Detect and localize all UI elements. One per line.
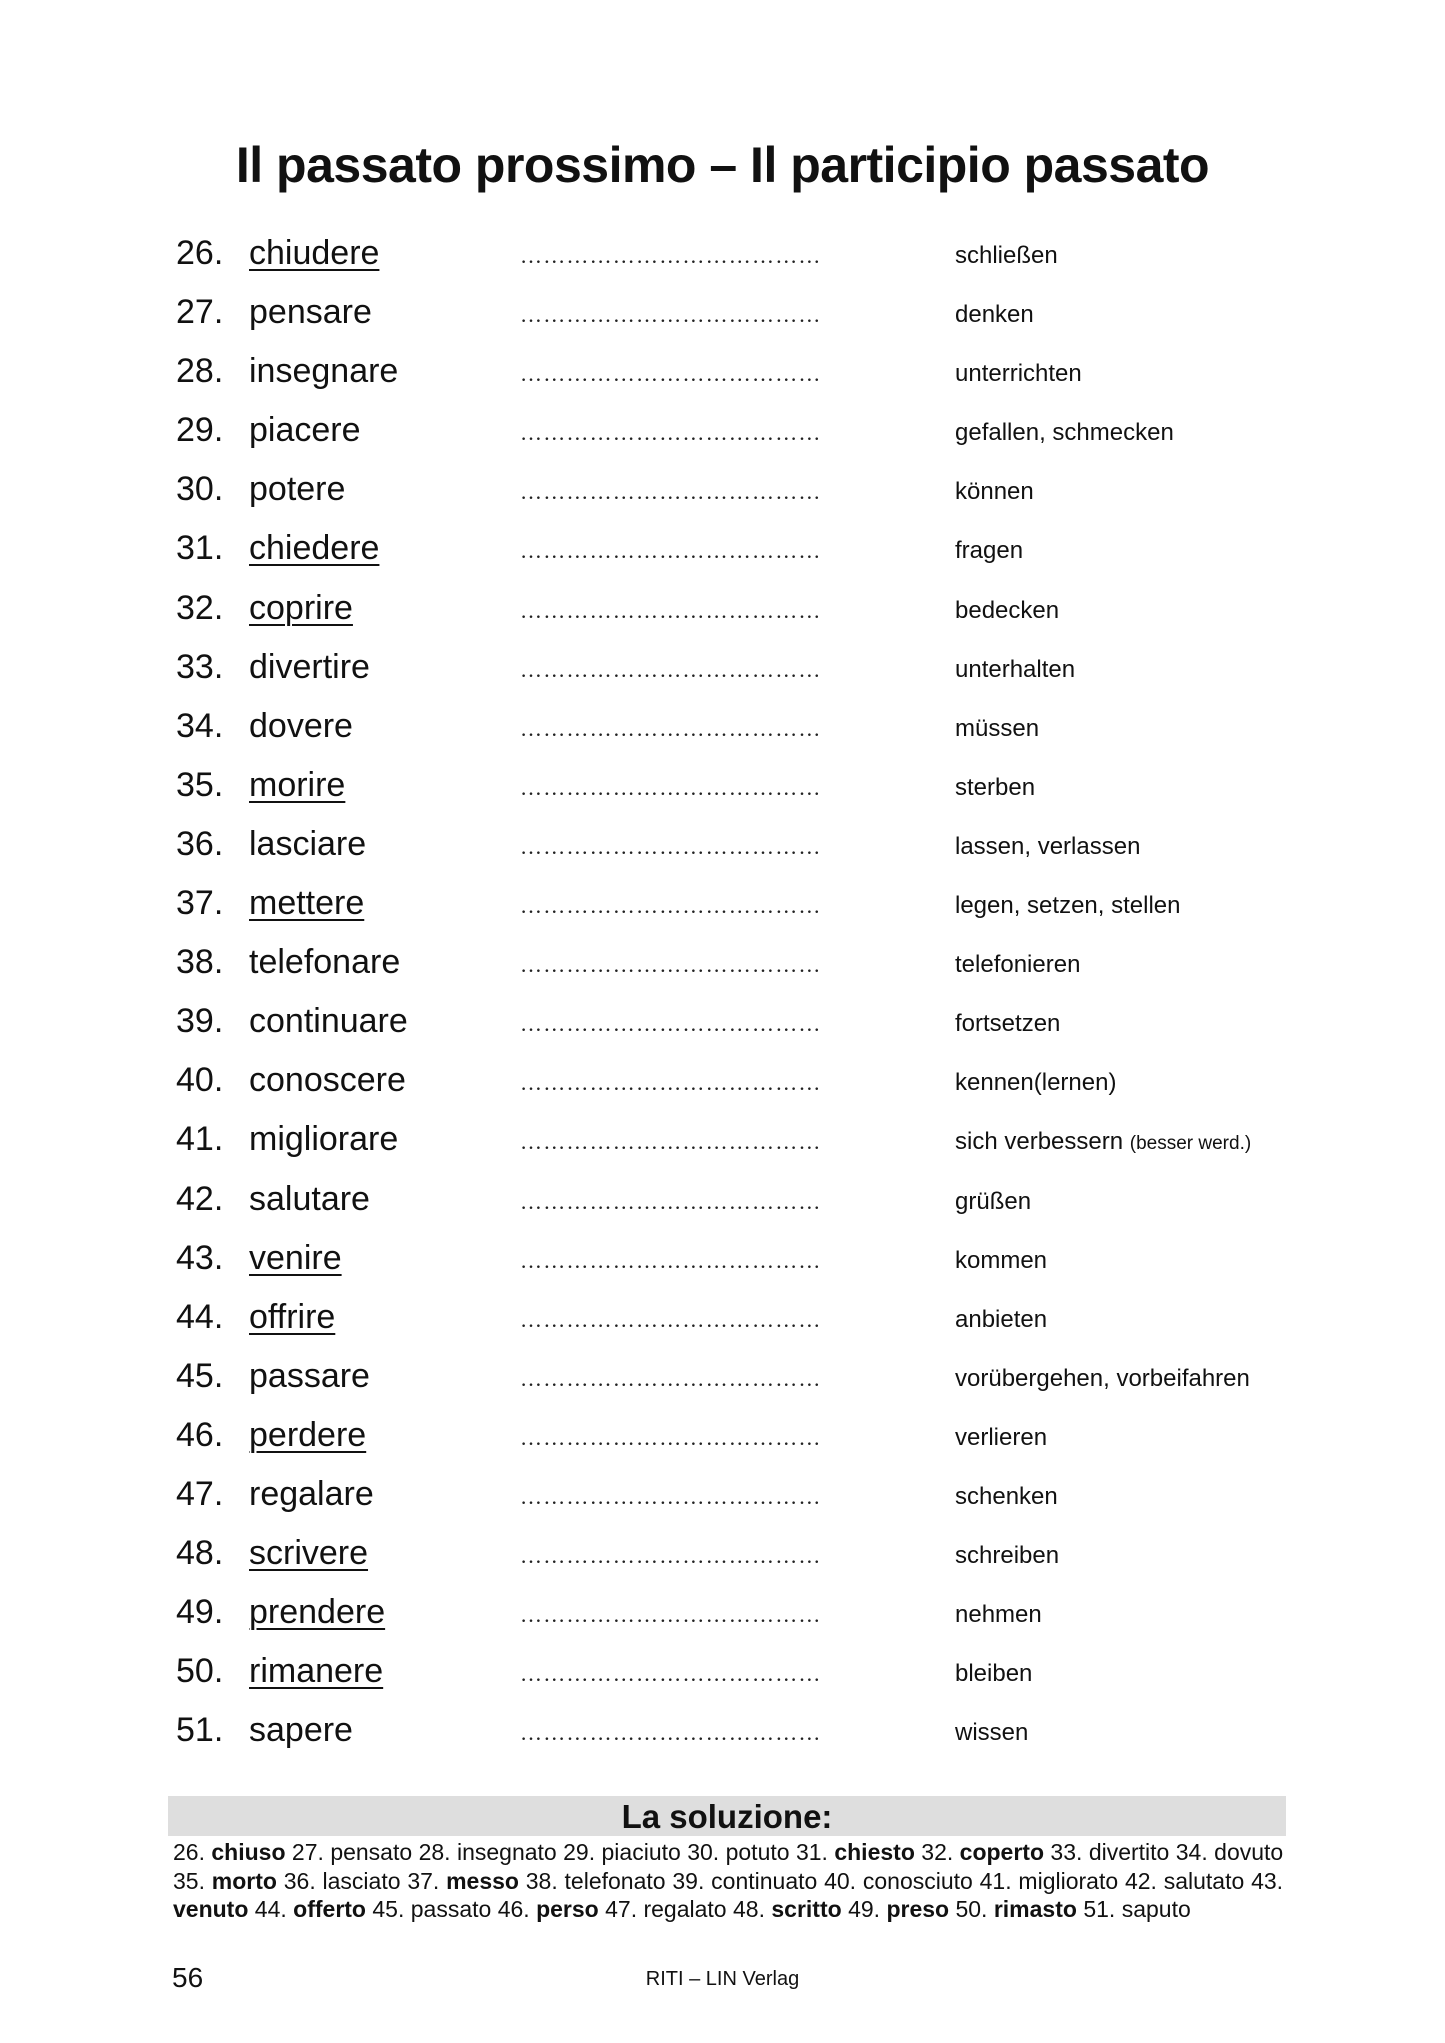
solution-word: scritto — [771, 1896, 842, 1922]
solution-number: 31. — [795, 1839, 828, 1865]
solution-entry — [292, 1839, 412, 1865]
item-translation — [955, 405, 1174, 461]
solution-word: dovuto — [1214, 1839, 1284, 1865]
answer-blank: ………………………………… — [520, 1365, 822, 1391]
solution-word: chiuso — [211, 1839, 286, 1865]
solution-word: salutato — [1163, 1867, 1245, 1894]
item-translation — [955, 1646, 1032, 1702]
solution-entry — [407, 1868, 519, 1894]
item-number: 47. — [176, 1474, 224, 1513]
item-number: 39. — [176, 1002, 224, 1041]
list-item — [0, 1646, 1445, 1705]
list-item — [0, 1705, 1445, 1764]
item-translation — [955, 1233, 1047, 1289]
item-translation — [955, 1351, 1250, 1407]
solution-entry — [605, 1896, 727, 1922]
solution-number: 29. — [563, 1839, 596, 1865]
answer-blank: ………………………………… — [520, 538, 822, 564]
translation-text: bleiben — [955, 1660, 1033, 1688]
solution-entry — [419, 1839, 557, 1865]
solution-word: potuto — [725, 1839, 790, 1865]
list-item — [0, 1114, 1445, 1173]
solution-word: preso — [886, 1896, 950, 1922]
answer-blank: ………………………………… — [520, 1602, 822, 1628]
solution-word: continuato — [711, 1867, 818, 1894]
item-number: 26. — [176, 234, 224, 272]
item-translation — [955, 1055, 1116, 1111]
item-verb: continuare — [249, 1002, 408, 1041]
list-item — [0, 819, 1445, 878]
list-item — [0, 1469, 1445, 1528]
item-translation — [955, 937, 1080, 993]
translation-text: lassen, verlassen — [955, 832, 1141, 860]
item-number: 51. — [176, 1711, 224, 1750]
solution-word: saputo — [1121, 1896, 1191, 1922]
translation-text: unterhalten — [955, 655, 1076, 683]
item-number: 48. — [176, 1534, 224, 1573]
list-item — [0, 1528, 1445, 1587]
solution-number: 32. — [921, 1839, 954, 1865]
answer-blank: ………………………………… — [520, 1070, 822, 1096]
translation-text: schenken — [955, 1482, 1058, 1510]
item-translation — [955, 1410, 1047, 1466]
item-verb: perdere — [249, 1415, 367, 1454]
translation-text: fortsetzen — [955, 1010, 1061, 1038]
item-number: 31. — [176, 529, 224, 568]
solution-entry — [687, 1839, 789, 1865]
item-verb: morire — [249, 765, 346, 804]
solution-number: 27. — [291, 1839, 324, 1865]
solution-number: 45. — [372, 1896, 405, 1922]
item-verb: pensare — [249, 293, 372, 332]
solution-number: 46. — [497, 1896, 530, 1922]
solution-number: 48. — [733, 1896, 765, 1922]
solution-word: migliorato — [1018, 1867, 1119, 1894]
answer-blank: ………………………………… — [520, 774, 822, 800]
solution-entry — [173, 1868, 277, 1894]
answer-blank: ………………………………… — [520, 361, 822, 387]
item-verb: lasciare — [249, 824, 367, 863]
item-number: 29. — [176, 411, 224, 450]
translation-text: schließen — [955, 242, 1058, 269]
solution-entry — [980, 1868, 1119, 1894]
list-item — [0, 287, 1445, 346]
item-translation — [955, 701, 1039, 757]
answer-blank: ………………………………… — [520, 833, 822, 859]
solution-text — [173, 1838, 1283, 1924]
item-number: 49. — [176, 1593, 224, 1632]
solution-word: piaciuto — [601, 1839, 681, 1865]
solution-number: 50. — [955, 1896, 988, 1922]
answer-blank: ………………………………… — [520, 1661, 822, 1687]
list-item — [0, 878, 1445, 937]
solution-word: passato — [410, 1896, 492, 1922]
item-verb: coprire — [249, 588, 353, 627]
item-number: 27. — [176, 293, 224, 332]
solution-word: perso — [536, 1896, 599, 1922]
solution-number: 47. — [605, 1896, 638, 1922]
item-verb: rimanere — [249, 1652, 384, 1691]
solution-entry — [498, 1896, 599, 1922]
translation-text: anbieten — [955, 1305, 1048, 1333]
item-number: 50. — [176, 1652, 224, 1691]
item-verb: telefonare — [249, 943, 401, 982]
solution-word: morto — [211, 1867, 277, 1894]
item-translation — [955, 228, 1058, 284]
solution-word: insegnato — [456, 1839, 557, 1865]
list-item — [0, 583, 1445, 642]
list-item — [0, 1410, 1445, 1469]
list-item — [0, 346, 1445, 405]
solution-number: 33. — [1050, 1839, 1083, 1865]
solution-number: 42. — [1124, 1867, 1157, 1894]
page-number: 56 — [172, 1962, 204, 1993]
item-number: 37. — [176, 884, 224, 923]
solution-word: chiesto — [834, 1839, 915, 1865]
item-translation — [955, 1587, 1042, 1643]
answer-blank: ………………………………… — [520, 1129, 822, 1155]
solution-entry — [526, 1868, 666, 1894]
footer-publisher: RITI – LIN Verlag — [645, 1968, 800, 1990]
solution-number: 35. — [173, 1867, 205, 1894]
item-verb: dovere — [249, 706, 353, 745]
solution-number: 43. — [1251, 1867, 1284, 1894]
solution-word: rimasto — [993, 1896, 1077, 1922]
solution-number: 30. — [687, 1839, 720, 1865]
solution-entry — [173, 1839, 286, 1865]
item-number: 33. — [176, 647, 224, 686]
translation-text: vorübergehen, vorbeifahren — [955, 1364, 1250, 1392]
translation-text: wissen — [955, 1719, 1029, 1747]
list-item — [0, 1174, 1445, 1233]
solution-word: telefonato — [564, 1867, 666, 1894]
solution-entry — [563, 1839, 681, 1865]
item-number: 43. — [176, 1238, 224, 1277]
item-verb: prendere — [249, 1593, 386, 1632]
translation-text: denken — [955, 301, 1034, 329]
solution-entry — [848, 1896, 949, 1922]
solution-entry — [284, 1868, 401, 1894]
answer-blank: ………………………………… — [520, 1483, 822, 1509]
solution-number: 37. — [407, 1867, 440, 1894]
answer-blank: ………………………………… — [520, 420, 822, 446]
answer-blank: ………………………………… — [520, 1188, 822, 1214]
solution-entry — [955, 1896, 1076, 1922]
solution-word: divertito — [1088, 1839, 1170, 1865]
item-translation — [955, 464, 1034, 520]
answer-blank: ………………………………… — [520, 893, 822, 919]
solution-entry — [1050, 1839, 1169, 1865]
item-verb: potere — [249, 470, 346, 509]
item-translation — [955, 819, 1140, 875]
solution-word: lasciato — [322, 1867, 401, 1894]
item-number: 40. — [176, 1061, 224, 1100]
translation-text: nehmen — [955, 1601, 1042, 1629]
item-translation — [955, 760, 1035, 816]
list-item — [0, 1351, 1445, 1410]
item-verb: sapere — [249, 1711, 353, 1750]
solution-number: 39. — [672, 1867, 705, 1894]
item-number: 35. — [176, 765, 224, 804]
solution-word: coperto — [959, 1839, 1045, 1865]
item-number: 30. — [176, 470, 224, 509]
item-translation — [955, 1528, 1059, 1584]
translation-text: legen, setzen, stellen — [955, 892, 1181, 920]
item-translation — [955, 346, 1082, 402]
answer-blank: ………………………………… — [520, 597, 822, 623]
answer-blank: ………………………………… — [520, 1247, 822, 1273]
item-number: 46. — [176, 1415, 224, 1454]
item-number: 36. — [176, 824, 224, 863]
solution-number: 44. — [254, 1896, 287, 1922]
translation-text: müssen — [955, 714, 1040, 742]
translation-text: kommen — [955, 1246, 1048, 1274]
list-item — [0, 1587, 1445, 1646]
solution-number: 49. — [848, 1896, 881, 1922]
translation-text: telefonieren — [955, 951, 1081, 979]
solution-number: 40. — [824, 1867, 857, 1894]
answer-blank: ………………………………… — [520, 1011, 822, 1037]
list-item — [0, 228, 1445, 287]
item-number: 28. — [176, 352, 224, 391]
item-translation — [955, 287, 1034, 343]
list-item — [0, 405, 1445, 464]
item-translation — [955, 1705, 1028, 1761]
item-verb: salutare — [249, 1179, 370, 1218]
item-verb: piacere — [249, 411, 361, 450]
answer-blank: ………………………………… — [520, 1424, 822, 1450]
list-item — [0, 464, 1445, 523]
item-number: 38. — [176, 943, 224, 982]
solution-entry — [372, 1896, 491, 1922]
item-number: 34. — [176, 706, 224, 745]
solution-title: La soluzione: — [621, 1798, 833, 1835]
translation-text: grüßen — [955, 1187, 1032, 1215]
solution-entry — [672, 1868, 817, 1894]
answer-blank: ………………………………… — [520, 656, 822, 682]
item-number: 44. — [176, 1297, 224, 1336]
item-translation — [955, 1292, 1047, 1348]
list-item — [0, 1233, 1445, 1292]
item-translation — [955, 1114, 1251, 1172]
translation-text: unterrichten — [955, 360, 1082, 388]
item-translation — [955, 996, 1060, 1052]
item-verb: scrivere — [249, 1534, 369, 1573]
exercise-list — [0, 228, 1445, 1764]
translation-text: schreiben — [955, 1542, 1060, 1570]
translation-text: verlieren — [955, 1423, 1048, 1451]
translation-text: sich verbessern — [955, 1128, 1124, 1156]
item-translation — [955, 1469, 1058, 1525]
solution-entry — [824, 1868, 973, 1894]
item-verb: insegnare — [249, 352, 399, 391]
solution-entry — [255, 1896, 366, 1922]
translation-text: gefallen, schmecken — [955, 419, 1174, 447]
translation-text: können — [955, 478, 1034, 506]
item-verb: passare — [249, 1356, 370, 1395]
translation-text: kennen(lernen) — [955, 1069, 1117, 1097]
solution-entry — [733, 1896, 842, 1922]
translation-text: fragen — [955, 537, 1024, 565]
solution-word: messo — [446, 1867, 519, 1894]
solution-word: venuto — [173, 1896, 249, 1922]
list-item — [0, 1292, 1445, 1351]
solution-entry — [1176, 1839, 1283, 1865]
solution-word: conosciuto — [862, 1867, 973, 1894]
item-verb: regalare — [249, 1474, 374, 1513]
translation-text: sterben — [955, 773, 1036, 801]
solution-entry — [796, 1839, 915, 1865]
item-verb: chiedere — [249, 529, 380, 568]
item-translation — [955, 1174, 1031, 1230]
answer-blank: ………………………………… — [520, 479, 822, 505]
answer-blank: ………………………………… — [520, 243, 822, 268]
list-item — [0, 760, 1445, 819]
item-verb: divertire — [249, 647, 370, 686]
list-item — [0, 642, 1445, 701]
answer-blank: ………………………………… — [520, 715, 822, 741]
list-item — [0, 996, 1445, 1055]
solution-word: regalato — [643, 1896, 727, 1922]
answer-blank: ………………………………… — [520, 952, 822, 978]
item-verb: migliorare — [249, 1120, 399, 1159]
item-number: 32. — [176, 588, 224, 627]
item-verb: offrire — [249, 1297, 336, 1336]
translation-note: (besser werd.) — [1129, 1133, 1252, 1155]
translation-text: bedecken — [955, 596, 1060, 624]
solution-word: offerto — [293, 1896, 366, 1922]
item-translation — [955, 878, 1180, 934]
solution-number: 51. — [1083, 1896, 1116, 1922]
list-item — [0, 701, 1445, 760]
item-verb: chiudere — [249, 234, 380, 272]
solution-number: 34. — [1175, 1839, 1208, 1865]
answer-blank: ………………………………… — [520, 1306, 822, 1332]
item-verb: venire — [249, 1238, 342, 1277]
answer-blank: ………………………………… — [520, 1720, 822, 1746]
list-item — [0, 1055, 1445, 1114]
item-verb: mettere — [249, 884, 365, 923]
item-translation — [955, 523, 1023, 579]
item-number: 45. — [176, 1356, 224, 1395]
solution-entry — [921, 1839, 1044, 1865]
item-number: 41. — [176, 1120, 224, 1159]
list-item — [0, 937, 1445, 996]
solution-entry — [1083, 1896, 1190, 1922]
solution-number: 38. — [525, 1867, 558, 1894]
item-verb: conoscere — [249, 1061, 406, 1100]
list-item — [0, 523, 1445, 582]
answer-blank: ………………………………… — [520, 302, 822, 328]
solution-number: 41. — [979, 1867, 1012, 1894]
solution-number: 28. — [418, 1839, 451, 1865]
item-number: 42. — [176, 1179, 224, 1218]
solution-number: 26. — [173, 1839, 205, 1865]
item-translation — [955, 583, 1059, 639]
solution-entry — [1125, 1868, 1244, 1894]
solution-word: pensato — [330, 1839, 413, 1865]
item-translation — [955, 642, 1075, 698]
answer-blank: ………………………………… — [520, 1543, 822, 1569]
page-title: Il passato prossimo – Il participio passato — [235, 137, 1210, 193]
solution-number: 36. — [283, 1867, 316, 1894]
